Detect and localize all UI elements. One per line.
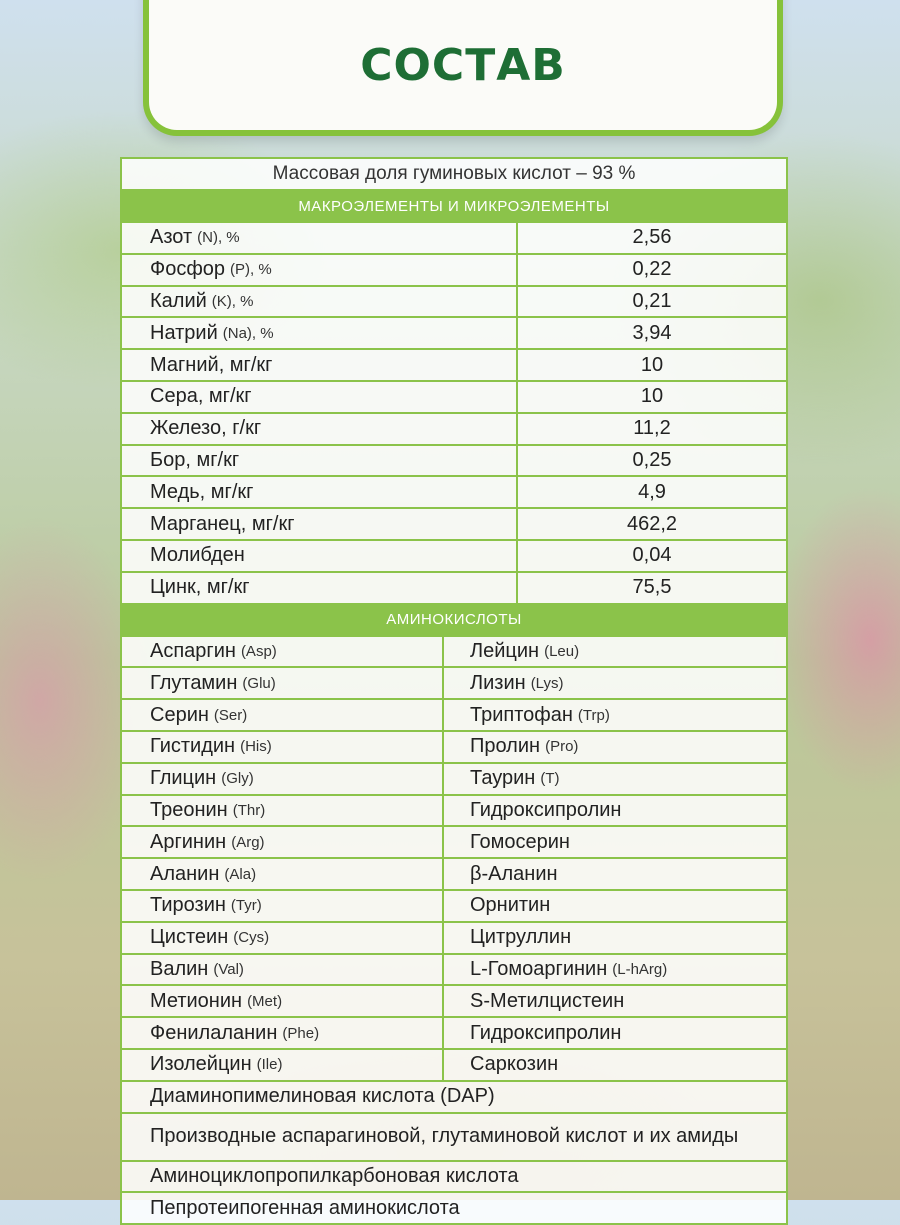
element-row <box>122 477 786 509</box>
amino-left <box>122 637 444 667</box>
amino-left-abbr: (Ile) <box>256 1056 283 1074</box>
amino-row <box>122 796 786 828</box>
amino-row <box>122 732 786 764</box>
amino-left <box>122 1050 444 1080</box>
amino-right <box>444 1018 786 1048</box>
element-name-text: Калий <box>150 289 207 312</box>
amino-right-name: Триптофан <box>470 703 573 726</box>
element-name-text: Азот <box>150 226 193 249</box>
element-abbr: (P), % <box>230 261 272 279</box>
amino-row <box>122 986 786 1018</box>
mass-fraction-row <box>122 159 786 191</box>
element-name-text: Медь, мг/кг <box>150 480 254 503</box>
amino-right <box>444 1050 786 1080</box>
amino-right <box>444 986 786 1016</box>
amino-row <box>122 700 786 732</box>
amino-right-name: Гидроксипролин <box>470 798 622 821</box>
element-abbr: (N), % <box>197 229 240 247</box>
amino-extra-text: Производные аспарагиновой, глутаминовой кислот и их амиды <box>150 1125 739 1148</box>
amino-left-abbr: (Cys) <box>233 929 270 947</box>
element-value: 0,22 <box>632 258 672 281</box>
amino-left-name: Треонин <box>150 798 228 821</box>
amino-row <box>122 668 786 700</box>
element-name-text: Фосфор <box>150 258 226 281</box>
amino-left-name: Тирозин <box>150 894 226 917</box>
amino-left-name: Изолейцин <box>150 1053 252 1076</box>
amino-extra-row <box>122 1162 786 1194</box>
element-name-text: Магний, мг/кг <box>150 353 273 376</box>
amino-left-abbr: (Phe) <box>282 1024 320 1042</box>
amino-row <box>122 827 786 859</box>
amino-right <box>444 700 786 730</box>
element-name <box>122 350 518 380</box>
amino-right <box>444 668 786 698</box>
amino-left <box>122 986 444 1016</box>
element-name <box>122 255 518 285</box>
amino-left-name: Серин <box>150 703 209 726</box>
element-name <box>122 509 518 539</box>
amino-left <box>122 859 444 889</box>
amino-left-abbr: (Tyr) <box>230 897 262 915</box>
amino-right <box>444 764 786 794</box>
element-value: 0,21 <box>632 289 672 312</box>
element-name-text: Бор, мг/кг <box>150 448 240 471</box>
amino-section-header: АМИНОКИСЛОТЫ <box>122 605 786 635</box>
amino-row <box>122 923 786 955</box>
amino-row <box>122 764 786 796</box>
element-name-text: Железо, г/кг <box>150 417 262 440</box>
amino-left <box>122 668 444 698</box>
amino-left-name: Аргинин <box>150 830 227 853</box>
amino-right-name: Лизин <box>470 671 526 694</box>
amino-right <box>444 796 786 826</box>
element-row <box>122 318 786 350</box>
element-row <box>122 223 786 255</box>
amino-row <box>122 955 786 987</box>
amino-right-name: Орнитин <box>470 894 551 917</box>
amino-left-name: Аланин <box>150 862 220 885</box>
amino-left-name: Глицин <box>150 767 217 790</box>
amino-left <box>122 891 444 921</box>
amino-right-name: Гидроксипролин <box>470 1021 622 1044</box>
element-name <box>122 382 518 412</box>
amino-right-name: Гомосерин <box>470 830 570 853</box>
amino-extra-text: Аминоциклопропилкарбоновая кислота <box>150 1164 519 1187</box>
amino-right-abbr: (Pro) <box>545 738 579 756</box>
amino-left-name: Гистидин <box>150 735 236 758</box>
element-value: 462,2 <box>626 512 678 535</box>
amino-row <box>122 859 786 891</box>
amino-left-abbr: (His) <box>240 738 272 756</box>
amino-right-name: S-Метилцистеин <box>470 989 625 1012</box>
amino-right <box>444 891 786 921</box>
amino-left <box>122 796 444 826</box>
macro-section-header-row <box>122 191 786 223</box>
element-name-text: Марганец, мг/кг <box>150 512 295 535</box>
amino-extra-list <box>122 1082 786 1223</box>
amino-row <box>122 1050 786 1082</box>
amino-list <box>122 637 786 1082</box>
amino-left-name: Аспаргин <box>150 639 236 662</box>
amino-right-name: β-Аланин <box>470 862 558 885</box>
amino-row <box>122 637 786 669</box>
amino-right-name: Лейцин <box>470 639 540 662</box>
element-row <box>122 509 786 541</box>
amino-left-name: Глутамин <box>150 671 238 694</box>
element-name-text: Натрий <box>150 321 218 344</box>
amino-left <box>122 732 444 762</box>
element-value: 10 <box>640 353 664 376</box>
composition-table <box>120 157 788 1225</box>
element-value: 0,04 <box>632 544 672 567</box>
amino-right-abbr: (Lys) <box>530 674 564 692</box>
element-value: 75,5 <box>632 576 672 599</box>
amino-left <box>122 955 444 985</box>
amino-left-abbr: (Gly) <box>221 770 254 788</box>
amino-right-abbr: (Trp) <box>577 706 610 724</box>
element-name <box>122 223 518 253</box>
title-card <box>143 0 783 136</box>
amino-right-name: L-Гомоаргинин <box>470 957 608 980</box>
element-name <box>122 446 518 476</box>
element-value: 0,25 <box>632 448 672 471</box>
element-name <box>122 318 518 348</box>
amino-left <box>122 923 444 953</box>
amino-left-abbr: (Arg) <box>231 833 265 851</box>
page-title: СОСТАВ <box>360 39 566 91</box>
amino-right <box>444 955 786 985</box>
mass-fraction-text: Массовая доля гуминовых кислот – 93 % <box>272 163 636 184</box>
element-abbr: (Na), % <box>222 324 274 342</box>
element-abbr: (K), % <box>211 292 254 310</box>
amino-left-name: Валин <box>150 957 209 980</box>
element-name-text: Сера, мг/кг <box>150 385 252 408</box>
amino-right <box>444 827 786 857</box>
element-value: 3,94 <box>632 321 672 344</box>
element-name <box>122 573 518 603</box>
element-name <box>122 287 518 317</box>
amino-left-abbr: (Asp) <box>240 642 277 660</box>
element-name <box>122 477 518 507</box>
amino-extra-row <box>122 1082 786 1114</box>
amino-left-abbr: (Thr) <box>232 801 266 819</box>
element-value: 4,9 <box>638 480 666 503</box>
amino-left-abbr: (Ala) <box>224 865 257 883</box>
amino-section-header-row <box>122 605 786 637</box>
amino-right-abbr: (L-hArg) <box>612 960 668 978</box>
amino-right <box>444 859 786 889</box>
amino-right <box>444 923 786 953</box>
amino-left <box>122 700 444 730</box>
amino-left <box>122 1018 444 1048</box>
amino-left-name: Метионин <box>150 989 243 1012</box>
element-row <box>122 287 786 319</box>
element-name <box>122 414 518 444</box>
amino-right-name: Таурин <box>470 767 536 790</box>
amino-right-abbr: (T) <box>540 770 560 788</box>
element-value: 11,2 <box>633 417 671 440</box>
amino-left-abbr: (Glu) <box>242 674 276 692</box>
element-value: 10 <box>640 385 664 408</box>
amino-left-abbr: (Ser) <box>213 706 248 724</box>
amino-row <box>122 891 786 923</box>
amino-row <box>122 1018 786 1050</box>
element-name-text: Молибден <box>150 544 245 567</box>
element-name-text: Цинк, мг/кг <box>150 576 250 599</box>
elements-list <box>122 223 786 605</box>
element-value: 2,56 <box>632 226 672 249</box>
amino-left-abbr: (Met) <box>247 992 283 1010</box>
amino-extra-row <box>122 1193 786 1223</box>
amino-left-name: Цистеин <box>150 926 229 949</box>
amino-extra-text: Пепротеипогенная аминокислота <box>150 1196 460 1219</box>
amino-left-abbr: (Val) <box>213 960 244 978</box>
amino-right-abbr: (Leu) <box>544 642 580 660</box>
amino-extra-row <box>122 1114 786 1162</box>
amino-right-name: Пролин <box>470 735 541 758</box>
element-name <box>122 541 518 571</box>
element-row <box>122 414 786 446</box>
element-row <box>122 350 786 382</box>
amino-left-name: Фенилаланин <box>150 1021 278 1044</box>
element-row <box>122 541 786 573</box>
element-row <box>122 255 786 287</box>
element-row <box>122 573 786 605</box>
amino-extra-text: Диаминопимелиновая кислота (DAP) <box>150 1085 495 1108</box>
macro-section-header: МАКРОЭЛЕМЕНТЫ И МИКРОЭЛЕМЕНТЫ <box>122 191 786 221</box>
amino-left <box>122 764 444 794</box>
amino-right <box>444 732 786 762</box>
amino-right-name: Саркозин <box>470 1053 559 1076</box>
element-row <box>122 446 786 478</box>
amino-left <box>122 827 444 857</box>
amino-right <box>444 637 786 667</box>
amino-right-name: Цитруллин <box>470 926 572 949</box>
element-row <box>122 382 786 414</box>
